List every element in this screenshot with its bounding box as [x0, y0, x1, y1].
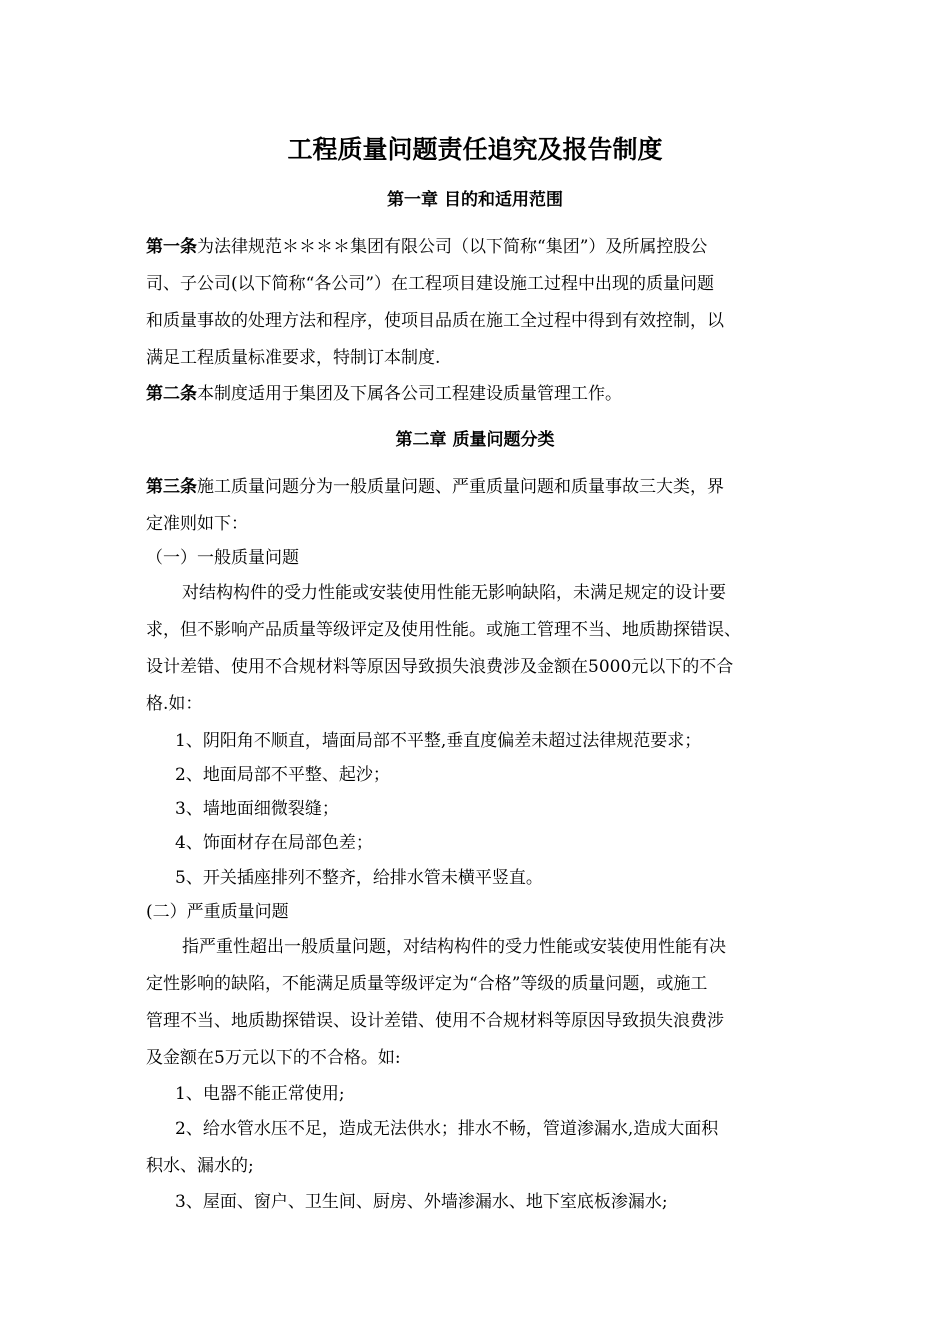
- list-item: 5、开关插座排列不整齐，给排水管未横平竖直。: [175, 868, 543, 888]
- list-item-continuation: 积水、漏水的;: [146, 1156, 254, 1176]
- list-item: 1、电器不能正常使用;: [175, 1084, 345, 1104]
- list-item: 2、给水管水压不足，造成无法供水；排水不畅，管道渗漏水,造成大面积: [175, 1119, 719, 1139]
- section-2-heading: (二）严重质量问题: [146, 902, 289, 922]
- article-3-line-1: [146, 472, 724, 502]
- document-title: 工程质量问题责任追究及报告制度: [287, 135, 663, 164]
- section-2-para-line-1: 指严重性超出一般质量问题，对结构构件的受力性能或安装使用性能有决: [182, 937, 726, 957]
- section-2-para-line-2: 定性影响的缺陷，不能满足质量等级评定为“合格”等级的质量问题，或施工: [146, 974, 708, 994]
- article-1-line-1: [146, 232, 707, 262]
- list-item: 3、屋面、窗户、卫生间、厨房、外墙渗漏水、地下室底板渗漏水;: [175, 1192, 668, 1212]
- section-2-para-line-4: 及金额在5万元以下的不合格。如:: [146, 1048, 401, 1068]
- chapter-2-heading: 第二章 质量问题分类: [395, 430, 555, 450]
- list-item: 1、阴阳角不顺直，墙面局部不平整,垂直度偏差未超过法律规范要求；: [175, 731, 702, 751]
- section-1-para-line-2: 求，但不影响产品质量等级评定及使用性能。或施工管理不当、地质勘探错误、: [146, 620, 741, 640]
- section-1-para-line-3: 设计差错、使用不合规材料等原因导致损失浪费涉及金额在5000元以下的不合: [146, 657, 734, 677]
- article-2-text: 本制度适用于集团及下属各公司工程建设质量管理工作。: [197, 384, 622, 404]
- list-item: 3、墙地面细微裂缝；: [175, 799, 339, 819]
- section-1-heading: （一）一般质量问题: [146, 548, 299, 568]
- article-2-label: 第二条: [146, 384, 197, 404]
- section-1-para-line-4: 格.如：: [146, 694, 203, 714]
- list-item: 2、地面局部不平整、起沙；: [175, 765, 390, 785]
- article-1-line-3: 和质量事故的处理方法和程序，使项目品质在施工全过程中得到有效控制，以: [146, 311, 724, 331]
- article-2-line-1: [146, 379, 622, 409]
- article-3-line-2: 定准则如下：: [146, 514, 248, 534]
- article-3-label: 第三条: [146, 477, 197, 497]
- section-2-para-line-3: 管理不当、地质勘探错误、设计差错、使用不合规材料等原因导致损失浪费涉: [146, 1011, 724, 1031]
- article-1-label: 第一条: [146, 237, 197, 257]
- article-1-line-2: 司、子公司(以下简称“各公司”）在工程项目建设施工过程中出现的质量问题: [146, 274, 715, 294]
- section-1-para-line-1: 对结构构件的受力性能或安装使用性能无影响缺陷，未满足规定的设计要: [182, 583, 726, 603]
- article-1-line-4: 满足工程质量标准要求，特制订本制度.: [146, 348, 441, 368]
- article-3-text: 施工质量问题分为一般质量问题、严重质量问题和质量事故三大类，界: [197, 477, 724, 497]
- article-1-text: 为法律规范＊＊＊＊集团有限公司（以下简称“集团”）及所属控股公: [197, 237, 708, 257]
- list-item: 4、饰面材存在局部色差；: [175, 833, 373, 853]
- chapter-1-heading: 第一章 目的和适用范围: [387, 190, 563, 210]
